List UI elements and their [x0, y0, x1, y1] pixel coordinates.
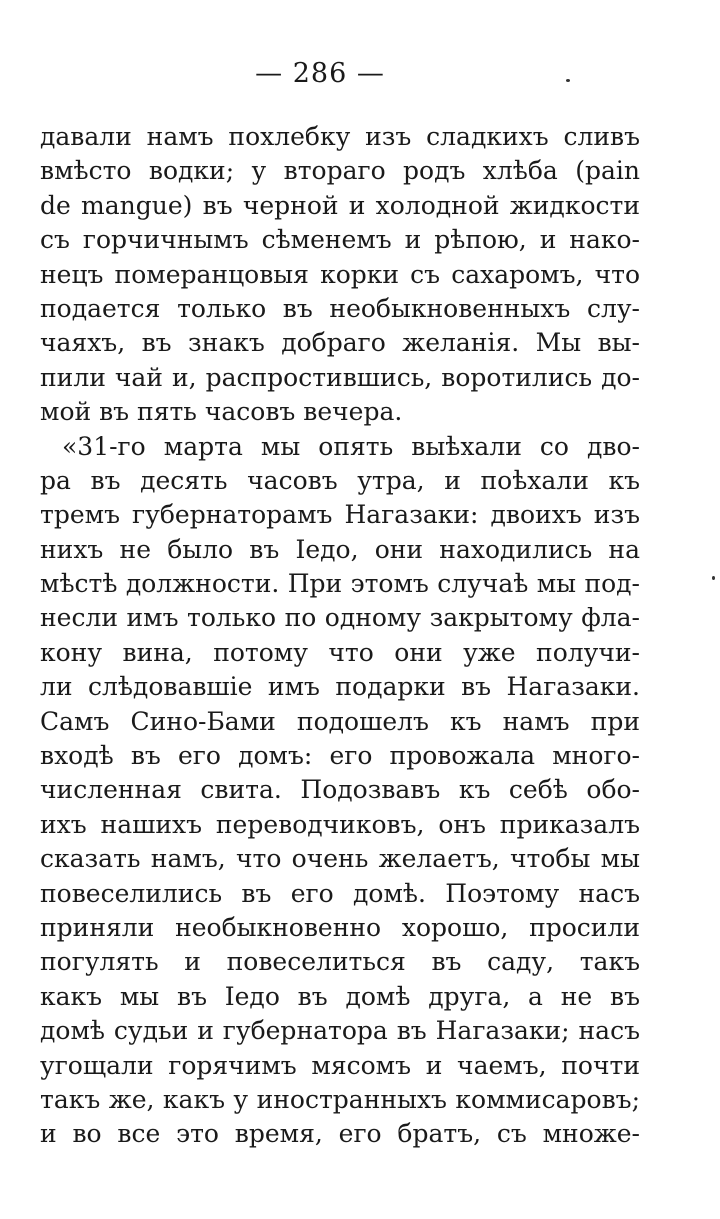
text-line: мѣстѣ должности. При этомъ случаѣ мы под- — [40, 569, 640, 599]
text-line: вмѣсто водки; у втораго родъ хлѣба (pain — [40, 156, 640, 186]
text-line: домѣ судьи и губернатора въ Нагазаки; насъ — [40, 1016, 640, 1046]
text-line: подается только въ необыкновенныхъ слу- — [40, 293, 640, 323]
text-line: «31-го марта мы опять выѣхали со дво- — [62, 431, 640, 461]
body-text — [40, 120, 640, 1152]
text-line: мой въ пять часовъ вечера. — [40, 397, 403, 427]
text-line: нихъ не было въ Іедо, они находились на — [40, 534, 640, 564]
text-line: ра въ десять часовъ утра, и поѣхали къ — [40, 465, 640, 495]
text-line: ли слѣдовавшіе имъ подарки въ Нагазаки. — [40, 672, 640, 702]
text-line: угощали горячимъ мясомъ и чаемъ, почти — [40, 1050, 640, 1080]
text-line: численная свита. Подозвавъ къ себѣ обо- — [40, 775, 640, 805]
text-line: какъ мы въ Іедо въ домѣ друга, а не въ — [40, 981, 640, 1011]
print-speck — [712, 576, 715, 580]
text-line: кону вина, потому что они уже получи- — [40, 637, 640, 667]
text-line: Самъ Сино-Бами подошелъ къ намъ при — [40, 706, 640, 736]
text-line: повеселились въ его домѣ. Поэтому насъ — [40, 878, 640, 908]
text-line: такъ же, какъ у иностранныхъ коммисаровъ; — [40, 1084, 640, 1114]
text-line: пили чай и, распростившись, воротились до- — [40, 362, 640, 392]
print-speck — [566, 79, 570, 82]
text-line: чаяхъ, въ знакъ добраго желанія. Мы вы- — [40, 328, 640, 358]
text-line: давали намъ похлебку изъ сладкихъ сливъ — [40, 122, 640, 151]
text-line: входѣ въ его домъ: его провожала много- — [40, 741, 640, 771]
text-line: тремъ губернаторамъ Нагазаки: двоихъ изъ — [40, 500, 640, 530]
text-line: нецъ померанцовыя корки съ сахаромъ, что — [40, 259, 640, 289]
text-line: приняли необыкновенно хорошо, просили — [40, 912, 640, 942]
page-number: — 286 — — [255, 58, 385, 89]
text-line: ихъ нашихъ переводчиковъ, онъ приказалъ — [40, 809, 640, 839]
text-line: и во все это время, его братъ, съ множе- — [40, 1119, 640, 1149]
text-line: несли имъ только по одному закрытому фла- — [40, 603, 640, 633]
text-line: сказать намъ, что очень желаетъ, чтобы мы — [40, 844, 640, 874]
text-line: погулять и повеселиться въ саду, такъ — [40, 947, 640, 977]
text-line: de mangue) въ черной и холодной жидкости — [40, 190, 640, 220]
text-line: съ горчичнымъ сѣменемъ и рѣпою, и нако- — [40, 225, 640, 255]
